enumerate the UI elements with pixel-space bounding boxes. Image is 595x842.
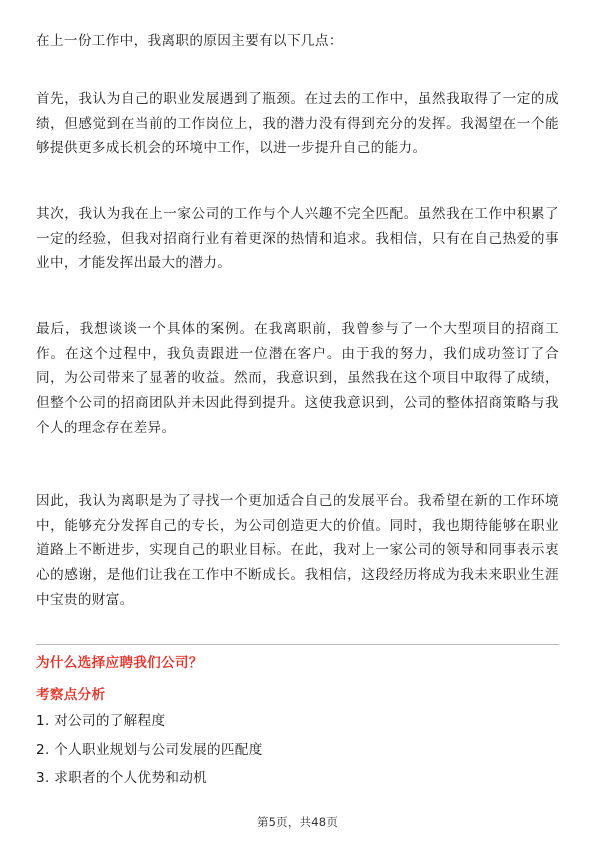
- list-item: 3. 求职者的个人优势和动机: [36, 770, 208, 786]
- analysis-points-list: [36, 707, 263, 793]
- section-divider: [36, 644, 559, 645]
- list-item: 1. 对公司的了解程度: [36, 713, 166, 729]
- analysis-heading: 考察点分析: [36, 687, 106, 703]
- question-title: 为什么选择应聘我们公司？: [36, 655, 203, 671]
- list-item: 2. 个人职业规划与公司发展的匹配度: [36, 741, 263, 758]
- paragraph-second-reason: 其次，我认为我在上一家公司的工作与个人兴趣不完全匹配。虽然我在工作中积累了一定的经验，但我对招商行业有着更深的热情和追求。我相信，只有在自己热爱的事业中，才能发挥出最大的潜力。: [36, 206, 559, 272]
- page-number-footer: 第5页，共48页: [256, 815, 339, 829]
- intro-paragraph: 在上一份工作中，我离职的原因主要有以下几点：: [36, 33, 343, 49]
- paragraph-case-example: 最后，我想谈谈一个具体的案例。在我离职前，我曾参与了一个大型项目的招商工作。在这个过程中，我负责跟进一位潜在客户。由于我的努力，我们成功签订了合同，为公司带来了显著的收益。然而，我意识到，虽然我在这个项目中取得了成绩，但整个公司的招商团队并未因此得到提升。这使我意识到，公司的整体招商策略与我个人的理念存在差异。: [36, 321, 559, 436]
- paragraph-conclusion: 因此，我认为离职是为了寻找一个更加适合自己的发展平台。我希望在新的工作环境中，能够充分发挥自己的专长，为公司创造更大的价值。同时，我也期待能够在职业道路上不断进步，实现自己的职业目标。在此，我对上一家公司的领导和同事表示衷心的感谢，是他们让我在工作中不断成长。我相信，这段经历将成为我未来职业生涯中宝贵的财富。: [36, 493, 559, 608]
- paragraph-first-reason: 首先，我认为自己的职业发展遇到了瓶颈。在过去的工作中，虽然我取得了一定的成绩，但感觉到在当前的工作岗位上，我的潜力没有得到充分的发挥。我渴望在一个能够提供更多成长机会的环境中工作，以进一步提升自己的能力。: [36, 91, 559, 157]
